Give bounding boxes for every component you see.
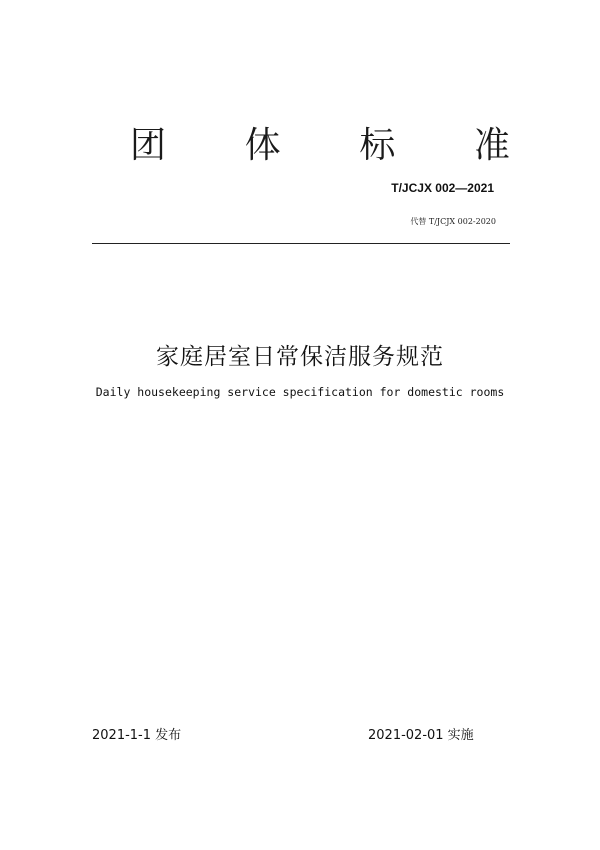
document-title-chinese: 家庭居室日常保洁服务规范: [156, 344, 444, 370]
implementation-date: 2021-02-01 实施: [368, 728, 474, 743]
standard-type-heading: [130, 124, 510, 168]
standard-number: T/JCJX 002—2021: [391, 181, 494, 195]
document-title-english: Daily housekeeping service specification for domestic rooms: [95, 385, 505, 399]
replaces-standard-note: 代替 T/JCJX 002-2020: [410, 217, 496, 226]
header-divider: [92, 243, 510, 244]
standard-type-char: 标: [359, 125, 396, 166]
standard-type-char: 团: [130, 125, 167, 166]
issue-date: 2021-1-1 发布: [92, 728, 182, 743]
standard-type-char: 准: [473, 125, 510, 166]
standard-type-char: 体: [244, 125, 281, 166]
